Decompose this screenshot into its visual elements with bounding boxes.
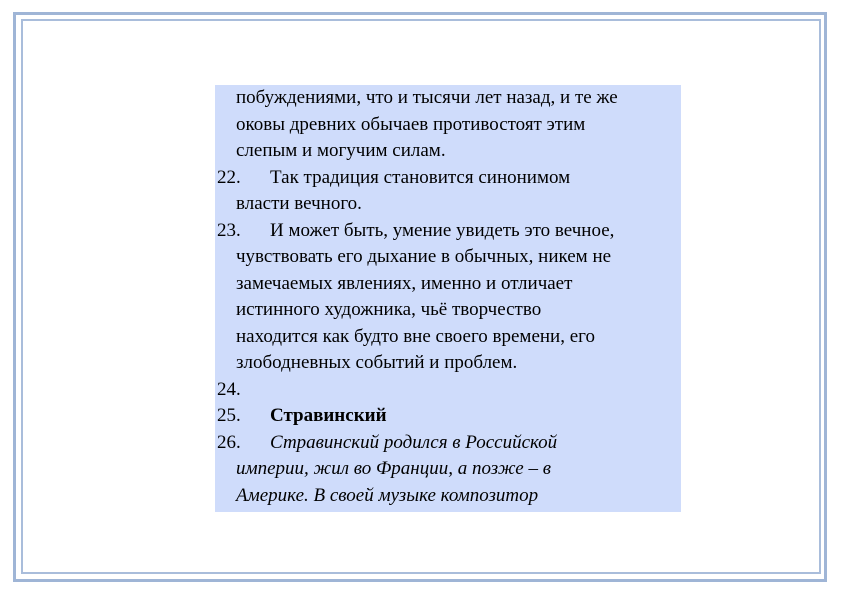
line-text: империи, жил во Франции, а позже – в (236, 458, 551, 479)
line-text: И может быть, умение увидеть это вечное, (270, 220, 615, 241)
section-heading: Стравинский (270, 405, 387, 426)
line-text: Так традиция становится синонимом (270, 167, 571, 188)
line-number: 25. (217, 405, 241, 426)
line-text: оковы древних обычаев противостоят этим (236, 114, 586, 135)
line-text: Америке. В своей музыке композитор (236, 485, 539, 506)
line-number: 24. (217, 379, 241, 400)
document-text-box (215, 85, 681, 512)
line-text: истинного художника, чьё творчество (236, 299, 542, 320)
line-text: Стравинский родился в Российской (270, 432, 558, 453)
line-text: находится как будто вне своего времени, его (236, 326, 595, 347)
line-text: замечаемых явлениях, именно и отличает (236, 273, 573, 294)
line-text: чувствовать его дыхание в обычных, никем не (236, 246, 612, 267)
line-text: побуждениями, что и тысячи лет назад, и те же (236, 87, 618, 108)
line-text: власти вечного. (236, 193, 362, 214)
line-text: слепым и могучим силам. (236, 140, 446, 161)
line-number: 22. (217, 167, 241, 188)
line-number: 26. (217, 432, 241, 453)
line-text: злободневных событий и проблем. (236, 352, 518, 373)
line-number: 23. (217, 220, 241, 241)
